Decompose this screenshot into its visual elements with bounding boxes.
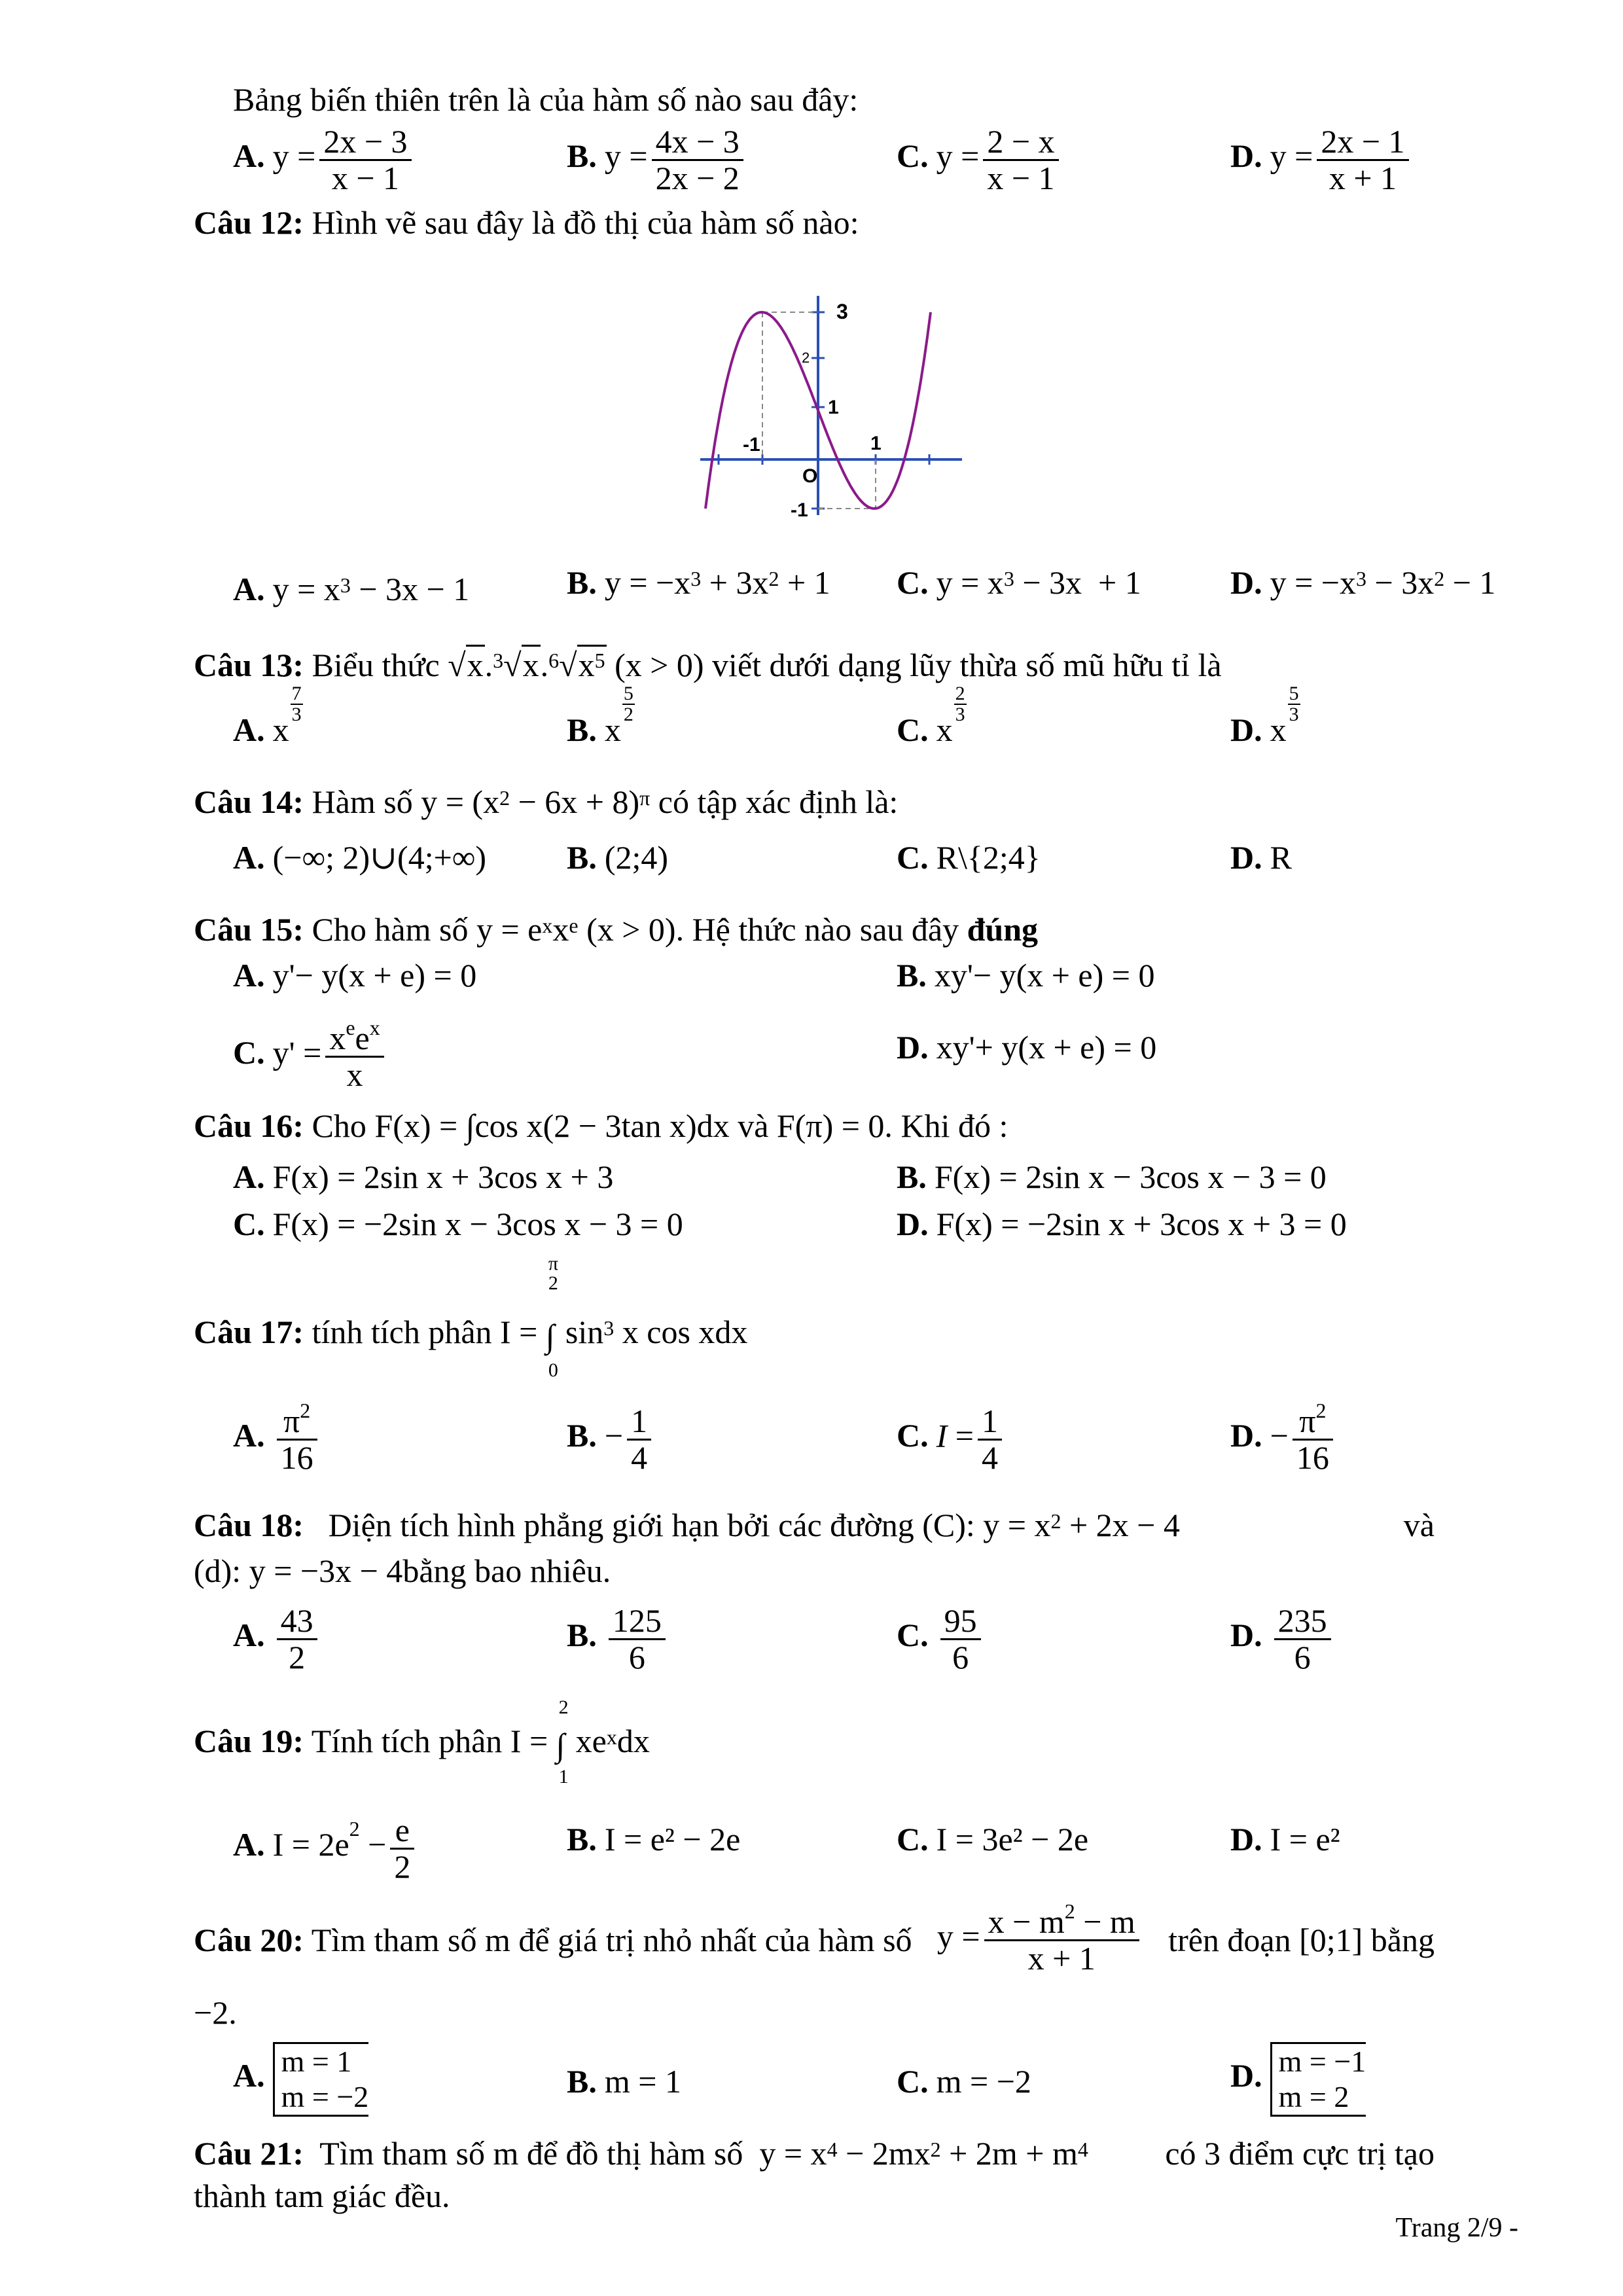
q18-option-d: D. $\frac{235}{6}$ (1230, 1604, 1335, 1674)
q18-option-b: B. $\frac{125}{6}$ (567, 1604, 669, 1674)
q12-option-b: B. $y = -x^3 + 3x^2 + 1$ (567, 564, 830, 601)
q18-question-line2: (d): y = −3x − 4bằng bao nhiêu. (194, 1552, 611, 1589)
q15-option-c: C. y' = $\frac{x^ee^x}{x}$ (233, 1021, 388, 1092)
q13-option-a: A. x $\frac{7}{3}$ (233, 683, 302, 748)
q20-option-a: A. m = 1 m = −2 (233, 2042, 368, 2117)
q19-option-d: D. I = e² (1230, 1821, 1340, 1857)
label-y2: 2 (802, 350, 810, 366)
q20-option-d: D. m = −1 m = 2 (1230, 2042, 1366, 2117)
q17-question: Câu 17: tính tích phân I = π 2 ∫ 0 $\sin^3 x$ cos xdx (194, 1252, 748, 1381)
q21-question-line1: Câu 21: Tìm tham số m để đồ thị hàm số $y = x^4 - 2mx^2 + 2m + m^4$ có 3 điểm cực trị tạo (194, 2135, 1435, 2172)
q15-question: Câu 15: Cho hàm số $y = e^xx^e$ (x > 0). Hệ thức nào sau đây đúng (194, 911, 1039, 948)
q20-option-b: B. m = 1 (567, 2063, 681, 2100)
q15-option-a: A. y'− y(x + e) = 0 (233, 957, 477, 994)
label-x1: 1 (870, 433, 882, 454)
q19-option-a: A. $I = 2e^2$ − $\frac{e}{2}$ (233, 1813, 418, 1884)
q17-option-b: B. − $\frac{1}{4}$ (567, 1404, 655, 1475)
q14-option-b: B. (2;4) (567, 839, 669, 876)
q11-option-c: C. y = $\frac{2 - x}{x - 1}$ (897, 124, 1063, 195)
q18-option-a: A. $\frac{43}{2}$ (233, 1604, 321, 1674)
q14-question: Câu 14: Hàm số $y = (x^2 - 6x + 8)^\pi$ có tập xác định là: (194, 783, 899, 820)
q16-option-c: C. F(x) = −2sin x − 3cos x − 3 = 0 (233, 1206, 683, 1242)
q15-option-d: D. xy'+ y(x + e) = 0 (897, 1029, 1157, 1066)
q16-option-a: A. F(x) = 2sin x + 3cos x + 3 (233, 1158, 614, 1195)
q17-option-d: D. − $\frac{\pi^2}{16}$ (1230, 1404, 1337, 1475)
q12-option-a: A. $y = x^3 - 3x - 1$ (233, 571, 470, 607)
q17-option-c: C. I = $\frac{1}{4}$ (897, 1404, 1006, 1475)
label-origin: O (802, 465, 818, 487)
q11-option-b: B. y = $\frac{4x - 3}{2x - 2}$ (567, 124, 747, 195)
intro-line: Bảng biến thiên trên là của hàm số nào sau đây: (233, 81, 859, 118)
q18-option-c: C. $\frac{95}{6}$ (897, 1604, 985, 1674)
q13-question: Câu 13: Biểu thức $√x.^3√x.^6√x^5$ (x > 0) viết dưới dạng lũy thừa số mũ hữu tỉ là (194, 645, 1222, 685)
q12-cubic-graph (694, 283, 969, 525)
page-footer: Trang 2/9 - (1395, 2213, 1518, 2243)
q16-question: Câu 16: Cho F(x) = ∫cos x(2 − 3tan x)dx và F(π) = 0. Khi đó : (194, 1107, 1008, 1144)
q11-option-a: A. y = $\frac{2x - 3}{x - 1}$ (233, 124, 416, 195)
label-y3: 3 (836, 300, 848, 323)
q20-question-line2: −2. (194, 1994, 237, 2031)
q13-option-c: C. x $\frac{2}{3}$ (897, 683, 965, 748)
q21-question-line2: thành tam giác đều. (194, 2178, 450, 2214)
q14-option-c: C. R\{2;4} (897, 839, 1041, 876)
q13-option-b: B. x $\frac{5}{2}$ (567, 683, 633, 748)
q14-option-d: D. R (1230, 839, 1292, 876)
q20-option-c: C. m = −2 (897, 2063, 1031, 2100)
q11-option-d: D. y = $\frac{2x - 1}{x + 1}$ (1230, 124, 1413, 195)
q16-option-d: D. F(x) = −2sin x + 3cos x + 3 = 0 (897, 1206, 1347, 1242)
q15-option-b: B. xy'− y(x + e) = 0 (897, 957, 1155, 994)
q12-option-c: C. $y = x^3 - 3x + 1$ (897, 564, 1141, 601)
q19-option-c: C. I = 3e² − 2e (897, 1821, 1089, 1857)
q17-option-a: A. $\frac{\pi^2}{16}$ (233, 1404, 321, 1475)
q19-question: Câu 19: Tính tích phân I = 2 ∫ 1 $xe^xdx$ (194, 1696, 650, 1787)
q18-question-line1: Câu 18: Diện tích hình phẳng giới hạn bởi các đường (C): $y = x^2 + 2x - 4$ và (194, 1507, 1435, 1543)
label-y1: 1 (828, 397, 839, 418)
q14-option-a: A. (−∞; 2)∪(4;+∞) (233, 839, 487, 876)
q20-question-line1: Câu 20: Tìm tham số m để giá trị nhỏ nhất của hàm số y = $\frac{x - m^2 - m}{x + 1}$ trên đoạn [0;1] bằng (194, 1899, 1435, 1977)
q19-option-b: B. I = e² − 2e (567, 1821, 741, 1857)
label-x-neg1: -1 (743, 434, 760, 456)
q13-option-d: D. x $\frac{5}{3}$ (1230, 683, 1299, 748)
q12-option-d: D. $y = -x^3 - 3x^2 - 1$ (1230, 564, 1496, 601)
label-y-neg1: -1 (791, 499, 808, 521)
q16-option-b: B. F(x) = 2sin x − 3cos x − 3 = 0 (897, 1158, 1327, 1195)
q12-question: Câu 12: Hình vẽ sau đây là đồ thị của hàm số nào: (194, 204, 859, 241)
